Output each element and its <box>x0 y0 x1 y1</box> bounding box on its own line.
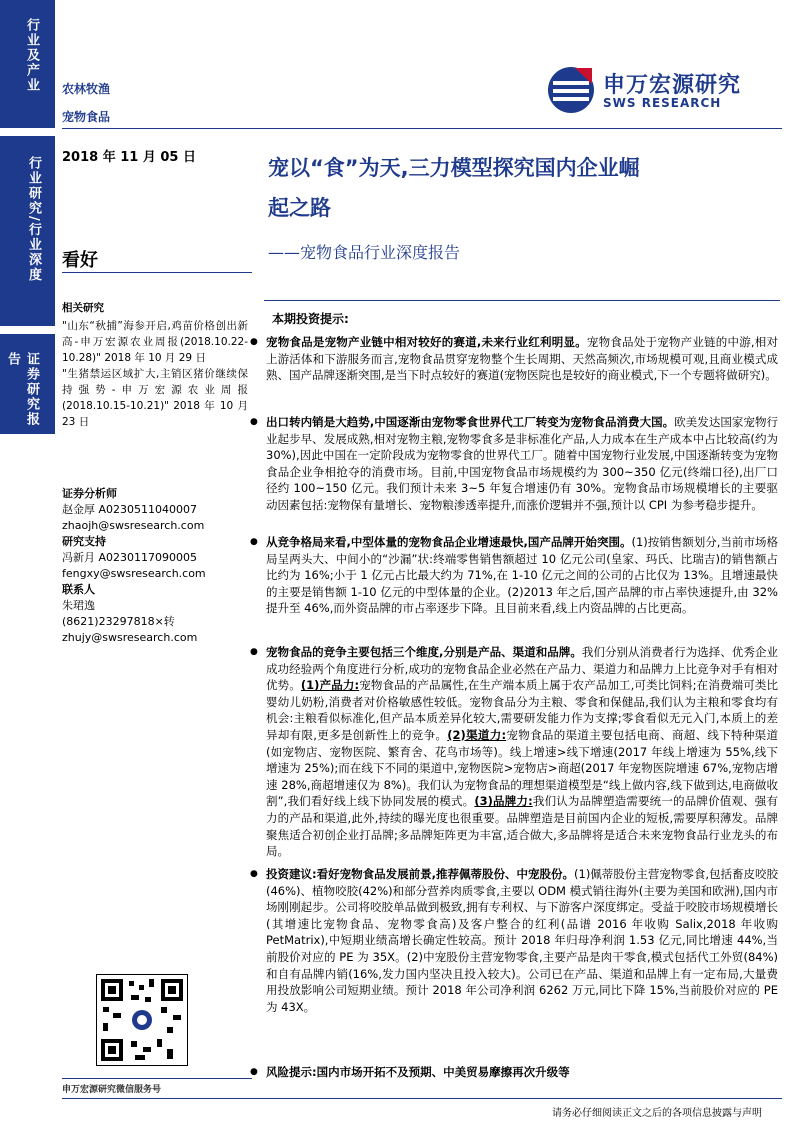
footer-disclaimer[interactable]: 请务必仔细阅读正文之后的各项信息披露与声明 <box>552 1108 762 1119</box>
analyst-email[interactable]: zhaojh@swsresearch.com <box>62 519 205 532</box>
qr-code-icon <box>96 974 188 1066</box>
analyst-block <box>62 486 248 646</box>
bullet-2-lead: 出口转内销是大趋势,中国逐渐由宠物零食世界代工厂转变为宠物食品消费大国。 <box>266 415 675 429</box>
bullet-1 <box>266 334 778 384</box>
report-title-line2: 起之路 <box>268 196 331 220</box>
analyst-heading: 证券分析师 <box>62 487 117 500</box>
logo-text-en: SWS RESEARCH <box>603 96 722 110</box>
logo-text-cn: 申万宏源研究 <box>603 73 742 98</box>
rating: 看好 <box>62 250 98 271</box>
bullet-3 <box>266 534 778 617</box>
bullet-2 <box>266 414 778 514</box>
qr-divider <box>62 1078 252 1079</box>
body-heading: 本期投资提示: <box>272 312 349 326</box>
bullet-3-text: (1)按销售额划分,当前市场格局呈两头大、中间小的“沙漏”状:终端零售销售额超过 10 亿元公司(皇家、玛氏、比瑞吉)的销售额占比约为 16%;小于 1 亿元占比最大约为 71%,在 1-10 亿元之间的公司的占比仅为 13%。且增速最快的主要是销售额 1-10 亿元的中型体量的企业。(2)2013 年之后,国产品牌的市占率快速提升,由 32%提升至 46%,而外资品牌的市占率逐步下降。且目前来看,线上内资品牌的占比更高。 <box>266 535 778 616</box>
bullet-5-text: (1)佩蒂股份主营宠物零食,包括畜皮咬胶(46%)、植物咬胶(42%)和部分营养肉质零食,主要以 ODM 模式销往海外(主要为美国和欧洲),国内市场刚刚起步。公司将咬胶单品做到极致,拥有专利权、与下游客户深度绑定。受益于咬胶市场规模增长(其增速比宠物食品、宠物零食高)及客户整合的红利(品谱 2016 年收购 Salix,2018 年收购 PetMatrix),中短期业绩高增长确定性较高。预计 2018 年归母净利润 1.53 亿元,同比增速 44%,当前股价对应的 PE 为 35X。(2)中宠股份主营宠物零食,主要产品是肉干零食,模式包括代工外贸(84%)和自有品牌内销(16%,发力国内坚决且投入较大)。公司已在产品、渠道和品牌上有一定布局,大量费用投放影响公司短期业绩。预计 2018 年公司净利润 6262 万元,同比下降 15%,当前股价对应的 PE 为 43X。 <box>266 867 778 1014</box>
bullet-4-text: 我们分别从消费者行为选择、优秀企业成功经验两个角度进行分析,成功的宠物食品企业必然在产品力、渠道力和品牌力上比竞争对手有相对优势。 <box>266 645 778 693</box>
related-heading: 相关研究 <box>62 302 104 314</box>
bullet-5-lead: 投资建议:看好宠物食品发展前景,推荐佩蒂股份、中宠股份。 <box>266 867 575 881</box>
report-title-line1: 宠以“食”为天,三力模型探究国内企业崛 <box>268 156 640 180</box>
support-email[interactable]: fengxy@swsresearch.com <box>62 567 206 580</box>
bullet-3-lead: 从竞争格局来看,中型体量的宠物食品企业增速最快,国产品牌开始突围。 <box>266 535 632 549</box>
bullet-4 <box>266 644 778 860</box>
related-item[interactable]: "山东“秋捕”海参开启,鸡苗价格创出新高-申万宏源农业周报(2018.10.22-10.28)" 2018 年 10 月 29 日 <box>62 320 248 364</box>
brand-power-label: (3)品牌力: <box>474 794 533 809</box>
contact-name: 朱珺逸 <box>62 599 95 612</box>
bullet-1-text: 宠物食品处于宠物产业链的中游,相对上游活体和下游服务而言,宠物食品贯穿宠物整个生长周期、天然高频次,市场规模可观,且商业模式成熟、国产品牌逐渐突围,是当下时点较好的赛道(宠物医院也是较好的商业模式,下一个专题将做研究)。 <box>266 335 779 383</box>
industry-label: 农林牧渔 <box>62 82 111 96</box>
bullet-6-lead: 风险提示:国内市场开拓不及预期、中美贸易摩擦再次升级等 <box>266 1065 570 1079</box>
bullet-4-text: 我们认为品牌塑造需要统一的品牌价值观、强有力的产品和渠道,此外,持续的曝光度也很重要。品牌塑造是目前国内企业的短板,需要厚积薄发。品牌聚焦适合初创企业打品牌;多品牌矩阵更为丰富,适合做大,多品牌将是适合未来宠物食品行业龙头的布局。 <box>266 794 778 859</box>
sidebar-section-report <box>0 334 55 434</box>
contact-email[interactable]: zhujy@swsresearch.com <box>62 631 198 644</box>
related-research <box>62 300 248 430</box>
footer-divider <box>62 1098 782 1099</box>
bullet-2-text: 欧美发达国家宠物行业起步早、发展成熟,相对宠物主粮,宠物零食多是非标准化产品,人力成本在生产成本中占比较高(约为 30%),因此中国在一定阶段成为宠物零食的世界代工厂。随着中国宠物行业发展,中国逐渐转变为宠物食品企业争相抢夺的消费市场。目前,中国宠物食品市场规模约为 300~350 亿元(终端口径),出厂口径约 100~150 亿元。我们预计未来 3~5 年复合增速仍有 30%。宠物食品市场规模增长的主要驱动因素包括:宠物保有量增长、宠物粮渗透率提升,而涨价逻辑并不强,预计以 CPI 为参考稳步提升。 <box>266 415 778 512</box>
related-item[interactable]: "生猪禁运区域扩大,主销区猪价继续保持强势-申万宏源农业周报(2018.10.15-10.21)" 2018 年 10 月 23 日 <box>62 368 248 428</box>
support-name: 冯新月 A0230117090005 <box>62 551 198 564</box>
bullet-5 <box>266 866 778 1015</box>
contact-phone: (8621)23297818×转 <box>62 615 175 628</box>
analyst-name: 赵金厚 A0230511040007 <box>62 503 198 516</box>
bullet-1-lead: 宠物食品是宠物产业链中相对较好的赛道,未来行业红利明显。 <box>266 335 587 349</box>
qr-caption: 申万宏源研究微信服务号 <box>62 1085 162 1095</box>
contact-heading: 联系人 <box>62 583 95 596</box>
bullet-4-text: 宠物食品的产品属性,在生产端本质上属于农产品加工,可类比饲料;在消费端可类比婴幼儿奶粉,消费者对价格敏感性较低。宠物食品分为主粮、零食和保健品,我们认为主粮和零食均有机会:主粮看似标准化,但产品本质差异化较大,需要研发能力作为支撑;零食看似无元入门,本质上的差异却有限,更多是创新性上的竞争。 <box>266 678 779 742</box>
sidebar-text: 行业及产业 <box>24 18 39 93</box>
header-divider <box>62 128 782 129</box>
bullet-4-lead: 宠物食品的竞争主要包括三个维度,分别是产品、渠道和品牌。 <box>266 645 582 659</box>
bullet-4-text: 宠物食品的渠道主要包括电商、商超、线下特种渠道(如宠物店、宠物医院、繁育舍、花鸟市场等)。线上增速>线下增速(2017 年线上增速为 55%,线下增速为 25%);而在线下不同的渠道中,宠物医院>宠物店>商超(2017 年宠物医院增速 67%,宠物店增速 28%,商超增速仅为 8%)。我们认为宠物食品的理想渠道模型是“线上做内容,线下做到达,电商做收割”,我们看好线上线下协同发展的模式。 <box>266 727 778 809</box>
left-column-divider <box>62 272 252 273</box>
sidebar-section-industry <box>0 0 55 128</box>
sws-logo-icon <box>545 64 597 114</box>
sidebar-text: 证券研究报告 <box>5 352 39 427</box>
sub-industry-label: 宠物食品 <box>62 110 111 124</box>
sidebar-text: 行业研究/行业深度 <box>26 156 41 283</box>
body-top-divider <box>264 300 780 301</box>
sws-logo <box>545 64 785 114</box>
report-date: 2018 年 11 月 05 日 <box>62 150 196 165</box>
sidebar-section-type <box>0 136 55 326</box>
bullet-6 <box>266 1064 778 1081</box>
support-heading: 研究支持 <box>62 535 106 548</box>
channel-power-label: (2)渠道力: <box>447 727 507 742</box>
report-subtitle: ——宠物食品行业深度报告 <box>268 243 461 262</box>
product-power-label: (1)产品力: <box>300 678 360 693</box>
